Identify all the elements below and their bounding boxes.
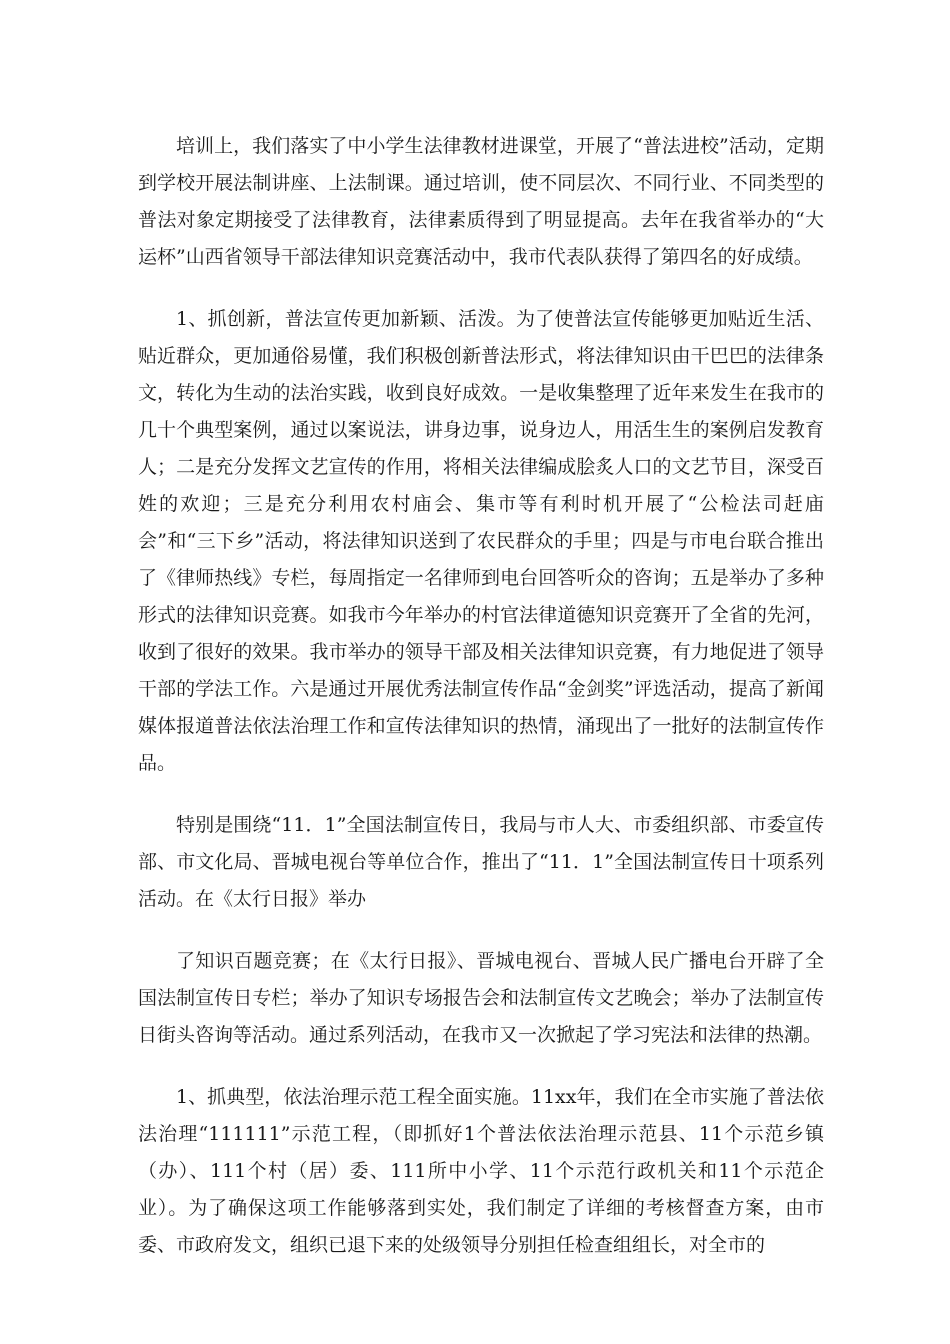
paragraph-training: 培训上，我们落实了中小学生法律教材进课堂，开展了“普法进校”活动，定期到学校开展法制讲座、上法制课。通过培训，使不同层次、不同行业、不同类型的普法对象定期接受了法律教育，法律素质得到了明显提高。去年在我省举办的“大运杯”山西省领导干部法律知识竞赛活动中，我市代表队获得了第四名的好成绩。 (138, 135, 824, 268)
paragraph-legal-day: 特别是围绕“11．1”全国法制宣传日，我局与市人大、市委组织部、市委宣传部、市文化局、晋城电视台等单位合作，推出了“11．1”全国法制宣传日十项系列活动。在《太行日报》举办 (138, 814, 824, 910)
paragraph-model-project: 1、抓典型，依法治理示范工程全面实施。11xx年，我们在全市实施了普法依法治理“111111”示范工程，（即抓好1个普法依法治理示范县、11个示范乡镇（办）、111个村（居）委、111所中小学、11个示范行政机关和11个示范企业）。为了确保这项工作能够落到实处，我们制定了详细的考核督查方案，由市委、市政府发文，组织已退下来的处级领导分别担任检查组组长，对全市的 (138, 1086, 824, 1256)
paragraph-legal-day-continued: 了知识百题竞赛；在《太行日报》、晋城电视台、晋城人民广播电台开辟了全国法制宣传日专栏；举办了知识专场报告会和法制宣传文艺晚会；举办了法制宣传日街头咨询等活动。通过系列活动，在我市又一次掀起了学习宪法和法律的热潮。 (138, 950, 824, 1046)
paragraph-innovation: 1、抓创新，普法宣传更加新颖、活泼。为了使普法宣传能够更加贴近生活、贴近群众，更加通俗易懂，我们积极创新普法形式，将法律知识由干巴巴的法律条文，转化为生动的法治实践，收到良好成效。一是收集整理了近年来发生在我市的几十个典型案例，通过以案说法，讲身边事，说身边人，用活生生的案例启发教育人；二是充分发挥文艺宣传的作用，将相关法律编成脍炙人口的文艺节目，深受百姓的欢迎；三是充分利用农村庙会、集市等有利时机开展了“公检法司赶庙会”和“三下乡”活动，将法律知识送到了农民群众的手里；四是与市电台联合推出了《律师热线》专栏，每周指定一名律师到电台回答听众的咨询；五是举办了多种形式的法律知识竞赛。如我市今年举办的村官法律道德知识竞赛开了全省的先河，收到了很好的效果。我市举办的领导干部及相关法律知识竞赛，有力地促进了领导干部的学法工作。六是通过开展优秀法制宣传作品“金剑奖”评选活动，提高了新闻媒体报道普法依法治理工作和宣传法律知识的热情，涌现出了一批好的法制宣传作品。 (138, 308, 824, 774)
document-body (138, 128, 824, 1289)
